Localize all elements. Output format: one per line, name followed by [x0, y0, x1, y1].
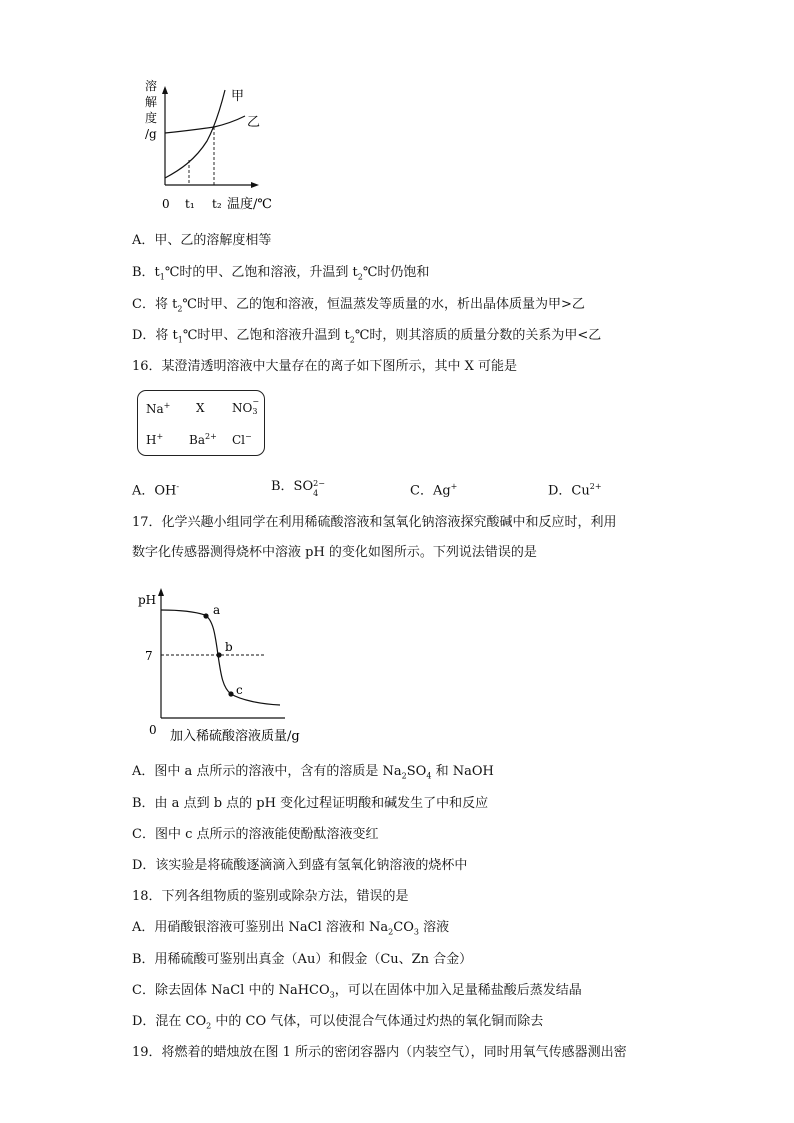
q17-stem-line2	[132, 544, 537, 562]
q18-d-part2: 中的 CO 气体，可以使混合气体通过灼热的氧化铜而除去	[211, 1014, 544, 1029]
q17-option-a	[132, 763, 494, 786]
ion-na	[146, 401, 170, 416]
q18-c-sub1: 3	[329, 990, 335, 1000]
q16-c-sup: +	[450, 482, 458, 491]
q16-b-text: B．SO	[271, 479, 314, 494]
ion-h-charge: +	[156, 432, 164, 441]
q16-b-charge: 2−	[313, 479, 325, 488]
q18-d-part1: D．混在 CO	[132, 1014, 207, 1029]
q15-d-part3: ℃时，则其溶质的质量分数的关系为甲<乙	[354, 328, 602, 343]
y-axis-arrow	[162, 86, 168, 94]
ion-na-sym: Na	[146, 402, 164, 416]
q17-b-text: B．由 a 点到 b 点的 pH 变化过程证明酸和碱发生了中和反应	[132, 796, 489, 811]
q17-c-text: C．图中 c 点所示的溶液能使酚酞溶液变红	[132, 827, 379, 842]
series-jia-label: 甲	[231, 89, 245, 104]
q18-b-text: B．用稀硫酸可鉴别出真金（Au）和假金（Cu、Zn 合金）	[132, 952, 473, 967]
q15-b-part1: B．t	[132, 265, 160, 280]
ion-no3-scripts	[252, 397, 260, 416]
q18-a-part3: 溶液	[418, 920, 450, 935]
ph-ytick-7: 7	[145, 649, 153, 663]
ion-h-sym: H	[146, 433, 157, 447]
q17-option-c	[132, 826, 379, 844]
q17-a-part2: SO	[406, 764, 427, 779]
q19-stem-text: 19．将燃着的蜡烛放在图 1 所示的密闭容器内（内装空气），同时用氧气传感器测出密	[132, 1045, 627, 1060]
q16-a-text: A．OH	[132, 483, 177, 499]
xtick-t1: t₁	[185, 197, 195, 211]
ion-box	[137, 390, 265, 456]
solubility-chart	[135, 78, 285, 218]
ph-origin-label: 0	[149, 723, 157, 737]
ion-ba-sym: Ba	[189, 433, 205, 447]
label-a: a	[213, 603, 221, 617]
q18-a-part1: A．用硝酸银溶液可鉴别出 NaCl 溶液和 Na	[132, 920, 389, 935]
q16-option-c	[410, 478, 457, 500]
q15-option-b	[132, 264, 429, 287]
q19-stem	[132, 1044, 627, 1062]
q15-d-sub1: 1	[177, 335, 183, 345]
ion-na-charge: +	[163, 401, 171, 410]
ion-no3	[232, 397, 260, 416]
ion-no3-sym: NO	[232, 401, 253, 415]
series-yi-curve	[165, 116, 245, 133]
q16-option-d	[548, 478, 602, 500]
q17-d-text: D．该实验是将硫酸逐滴滴入到盛有氢氧化钠溶液的烧杯中	[132, 858, 468, 873]
ion-ba-charge: 2+	[204, 432, 217, 441]
q16-d-text: D．Cu	[548, 483, 590, 499]
xtick-t2: t₂	[212, 197, 222, 211]
q15-d-part1: D．将 t	[132, 328, 178, 343]
ylabel-char-3: 度	[145, 111, 158, 125]
q18-option-a	[132, 919, 449, 942]
ylabel-char-2: 解	[145, 95, 158, 109]
q15-option-d	[132, 327, 601, 350]
q17-stem-l1: 17．化学兴趣小组同学在利用稀硫酸溶液和氢氧化钠溶液探究酸碱中和反应时，利用	[132, 515, 617, 530]
ylabel-char-1: 溶	[145, 79, 158, 93]
origin-label: 0	[162, 197, 170, 211]
series-jia-curve	[165, 90, 225, 178]
q15-c-part2: ℃时甲、乙的饱和溶液，恒温蒸发等质量的水，析出晶体质量为甲>乙	[182, 297, 585, 312]
q18-option-b	[132, 951, 472, 969]
x-axis-label: 温度/℃	[227, 197, 272, 212]
q15-b-part3: ℃时仍饱和	[362, 265, 430, 280]
q18-option-c	[132, 982, 582, 1005]
q16-c-text: C．Ag	[410, 483, 451, 499]
q18-option-d	[132, 1013, 543, 1036]
q16-b-sub: 4	[313, 489, 319, 498]
q15-option-a-text: A．甲、乙的溶解度相等	[132, 233, 272, 248]
ion-x-sym: X	[196, 401, 205, 415]
ylabel-char-4: /g	[145, 127, 157, 141]
q15-option-c	[132, 296, 585, 319]
x-axis-arrow	[251, 182, 259, 188]
q16-stem-text: 16．某澄清透明溶液中大量存在的离子如下图所示，其中 X 可能是	[132, 359, 518, 374]
q18-a-sub2: 3	[413, 927, 419, 937]
ph-x-axis-label: 加入稀硫酸溶液质量/g	[170, 729, 300, 744]
q15-d-sub2: 2	[349, 335, 355, 345]
point-c	[228, 691, 233, 696]
q18-a-sub1: 2	[388, 927, 394, 937]
ion-cl-charge: −	[245, 432, 252, 441]
q18-a-part2: CO	[393, 920, 414, 935]
ion-h	[146, 432, 163, 447]
q16-b-scripts	[313, 479, 325, 498]
label-b: b	[225, 640, 233, 654]
q18-stem-text: 18．下列各组物质的鉴别或除杂方法，错误的是	[132, 889, 409, 904]
q17-a-sub2: 4	[426, 771, 432, 781]
ion-no3-charge: −	[252, 397, 260, 406]
ion-ba	[189, 432, 217, 447]
ph-chart	[135, 578, 325, 748]
q15-option-a	[132, 232, 271, 250]
q17-option-d	[132, 857, 467, 875]
series-yi-label: 乙	[247, 115, 261, 130]
ph-y-label: pH	[138, 593, 157, 607]
ph-y-axis-arrow	[158, 588, 164, 596]
label-c: c	[236, 683, 243, 697]
q15-c-part1: C．将 t	[132, 297, 178, 312]
q18-stem	[132, 888, 409, 906]
q16-a-sup: -	[176, 482, 180, 491]
q16-option-b	[271, 478, 325, 496]
ph-curve	[161, 610, 280, 705]
q17-option-b	[132, 795, 488, 813]
q15-b-part2: ℃时的甲、乙饱和溶液，升温到 t	[164, 265, 358, 280]
q17-a-sub1: 2	[401, 771, 407, 781]
point-a	[203, 613, 208, 618]
q15-b-sub2: 2	[357, 272, 363, 282]
q17-stem-l2: 数字化传感器测得烧杯中溶液 pH 的变化如图所示。下列说法错误的是	[132, 545, 537, 560]
q16-option-a	[132, 478, 179, 500]
q17-a-part1: A．图中 a 点所示的溶液中，含有的溶质是 Na	[132, 764, 402, 779]
q17-a-part3: 和 NaOH	[431, 764, 494, 779]
q18-c-part1: C．除去固体 NaCl 中的 NaHCO	[132, 983, 330, 998]
q15-b-sub1: 1	[159, 272, 165, 282]
ion-cl	[232, 432, 252, 447]
q15-c-sub1: 2	[177, 304, 183, 314]
q18-d-sub1: 2	[206, 1021, 212, 1031]
q16-d-sup: 2+	[589, 482, 602, 491]
q17-stem-line1	[132, 514, 617, 532]
ion-cl-sym: Cl	[232, 433, 246, 447]
q18-c-part2: ，可以在固体中加入足量稀盐酸后蒸发结晶	[334, 983, 582, 998]
q16-stem	[132, 358, 517, 376]
q15-d-part2: ℃时甲、乙饱和溶液升温到 t	[182, 328, 350, 343]
ion-x	[196, 401, 205, 415]
ion-no3-sub: 3	[252, 407, 258, 416]
point-b	[216, 652, 221, 657]
